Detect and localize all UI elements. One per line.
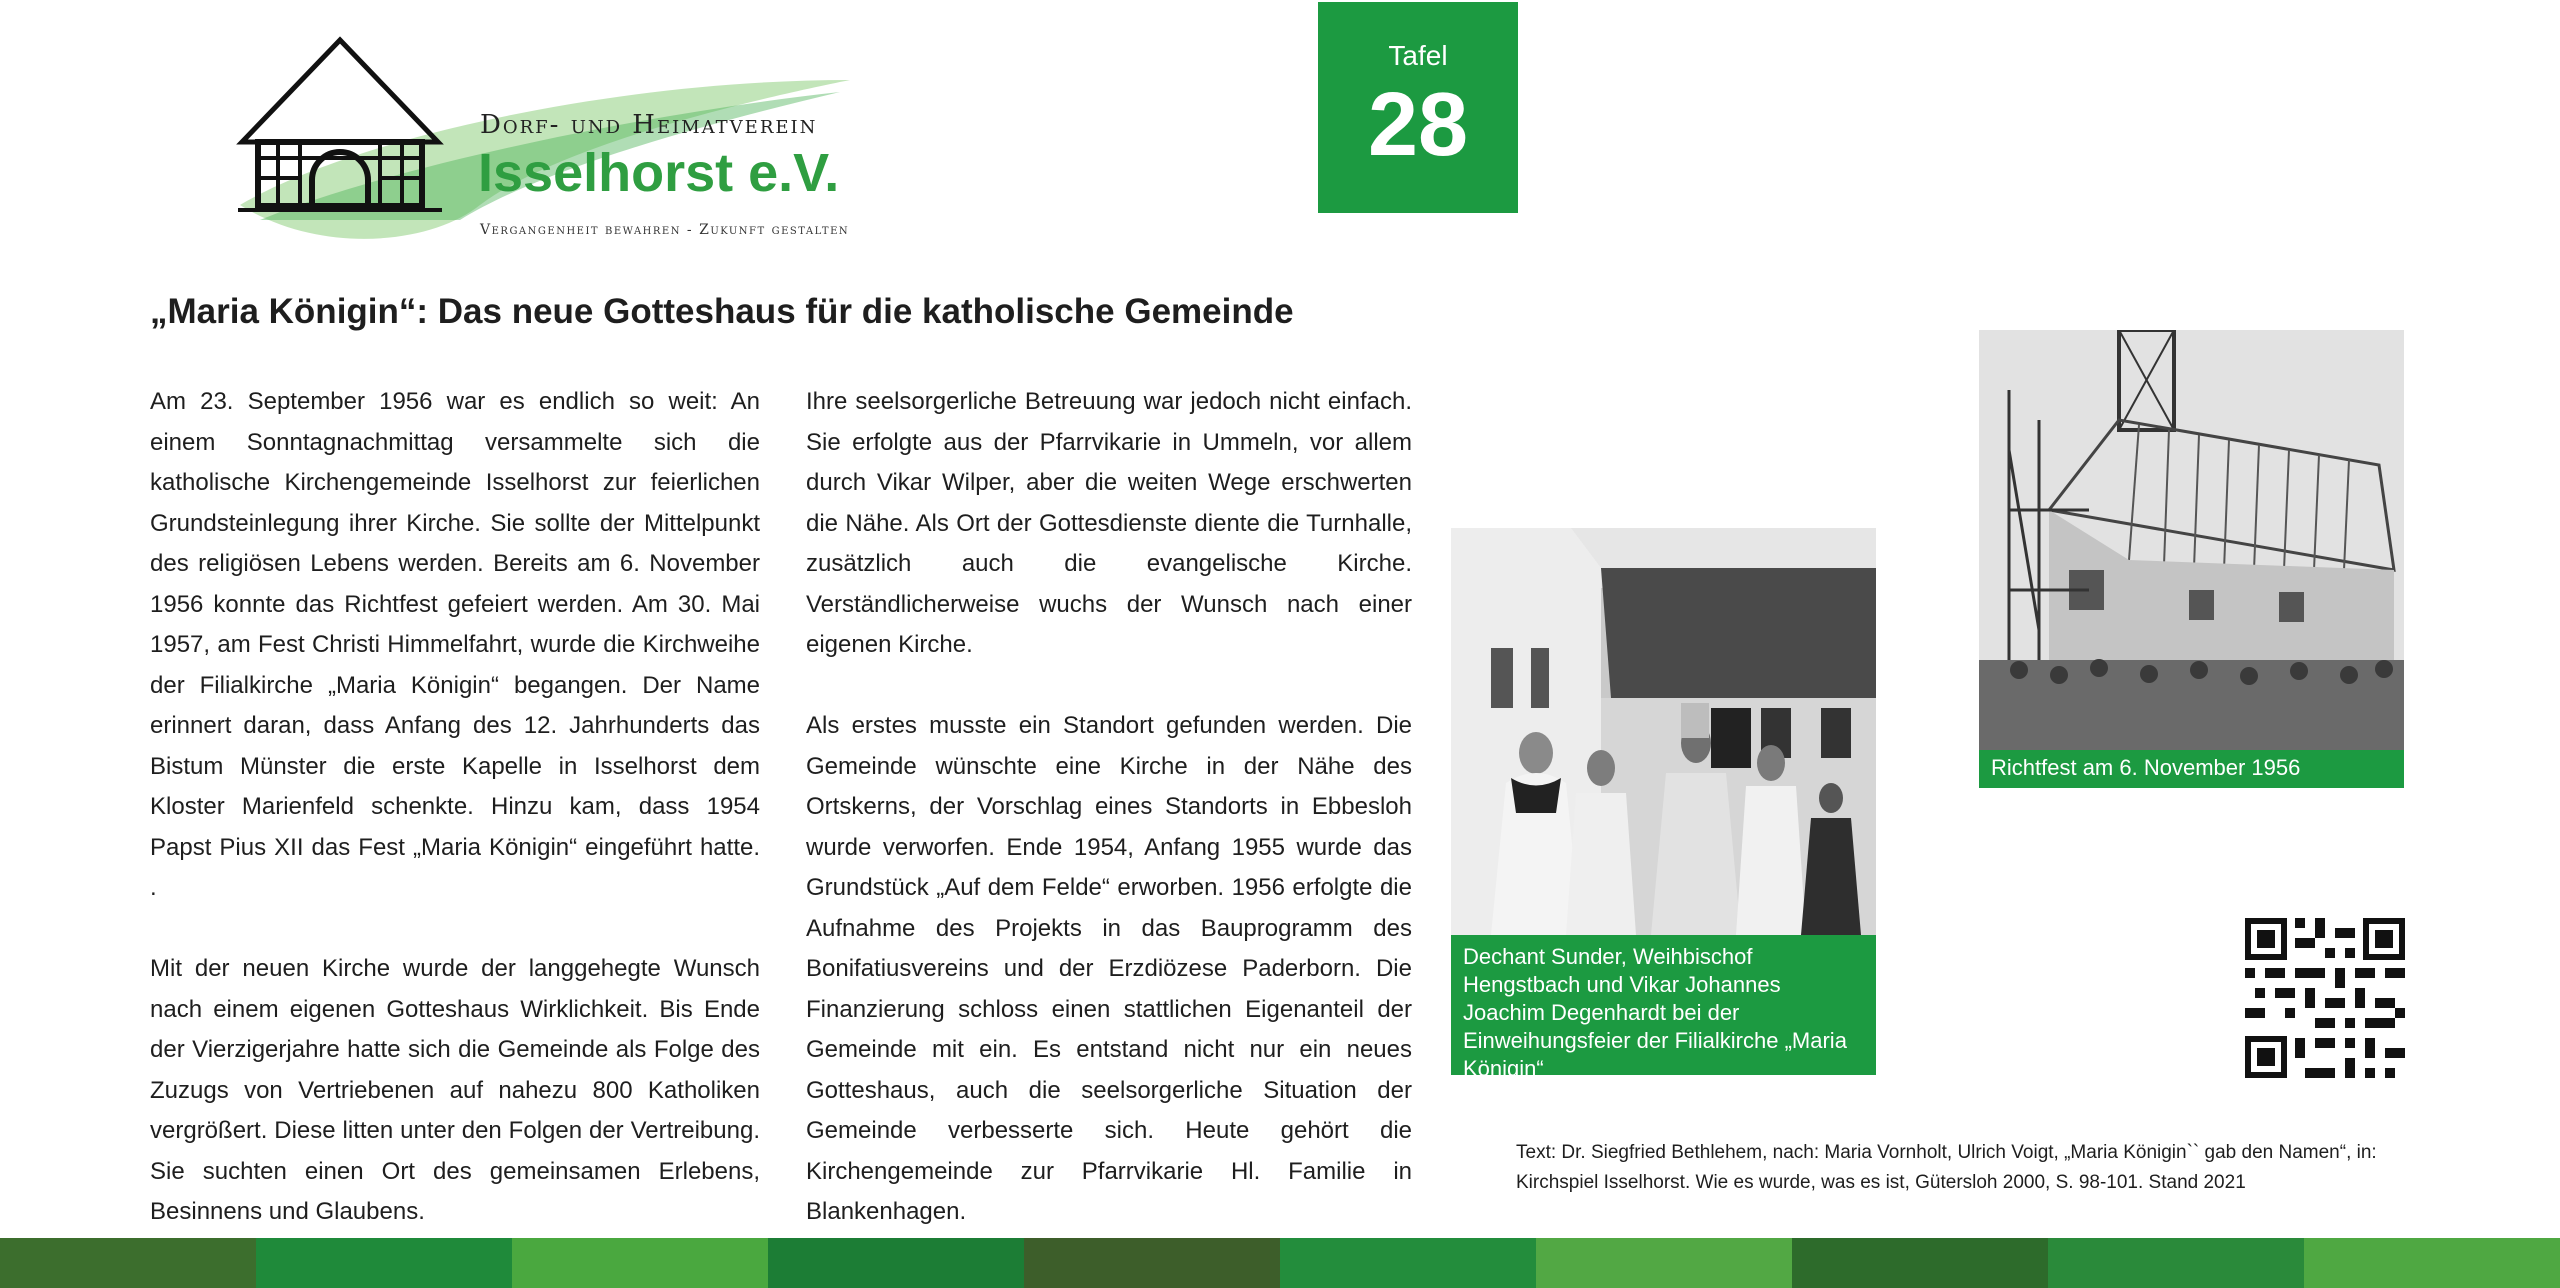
footer-stripe xyxy=(1792,1238,2048,1288)
photo-consecration-caption: Dechant Sunder, Weihbischof Hengstbach und Vikar Johannes Joachim Degenhardt bei der Einweihungsfeier der Filialkirche „Maria Königin“ xyxy=(1451,935,1876,1075)
qr-code-icon[interactable] xyxy=(2245,918,2405,1078)
photo-richtfest-caption: Richtfest am 6. November 1956 xyxy=(1979,750,2404,788)
footer-stripes xyxy=(0,1238,2560,1288)
house-icon xyxy=(230,30,450,220)
logo-motto: Vergangenheit bewahren - Zukunft gestalten xyxy=(480,222,850,238)
footer-stripe xyxy=(512,1238,768,1288)
logo-town-name: Isselhorst e.V. xyxy=(478,143,840,203)
paragraph: Am 23. September 1956 war es endlich so weit: An einem Sonntagnachmittag versammelte sich die katholische Kirchengemeinde Isselhorst zur feierlichen Grundsteinlegung ihrer Kirche. Sie sollte der Mittelpunkt des religiösen Lebens werden. Bereits am 6. November 1956 konnte das Richtfest gefeiert werden. Am 30. Mai 1957, am Fest Christi Himmelfahrt, wurde die Kirchweihe der Filialkirche „Maria Königin“ begangen. Der Name erinnert daran, dass Anfang des 12. Jahrhunderts das Bistum Münster die erste Kapelle in Isselhorst dem Kloster Marienfeld schenkte. Hinzu kam, dass 1954 Papst Pius XII das Fest „Maria Königin“ eingeführt hatte. . xyxy=(150,388,760,901)
footer-stripe xyxy=(1024,1238,1280,1288)
tafel-number: 28 xyxy=(1367,75,1469,175)
footer-stripe xyxy=(256,1238,512,1288)
footer-stripe xyxy=(1536,1238,1792,1288)
page-title: „Maria Königin“: Das neue Gotteshaus für die katholische Gemeinde xyxy=(150,292,1294,331)
footer-stripe xyxy=(768,1238,1024,1288)
footer-stripe xyxy=(0,1238,256,1288)
paragraph: Mit der neuen Kirche wurde der langgehegte Wunsch nach einem eigenen Gotteshaus Wirklichkeit. Bis Ende der Vierzigerjahre hatte sich die Gemeinde als Folge des Zuzugs von Vertriebenen auf nahezu 800 Katholiken vergrößert. Diese litten unter den Folgen der Vertreibung. Sie suchten einen Ort des gemeinsamen Erlebens, Besinnens und Glaubens. xyxy=(150,955,760,1225)
tafel-label: Tafel xyxy=(1388,40,1448,71)
paragraph: Ihre seelsorgerliche Betreuung war jedoch nicht einfach. Sie erfolgte aus der Pfarrvikarie in Ummeln, vor allem durch Vikar Wilper, aber die weiten Wege erschwerten die Nähe. Als Ort der Gottesdienste diente die Turnhalle, zusätzlich auch die evangelische Kirche. Verständlicherweise wuchs der Wunsch nach einer eigenen Kirche. xyxy=(806,388,1412,658)
photo-richtfest xyxy=(1979,330,2404,750)
paragraph: Als erstes musste ein Standort gefunden werden. Die Gemeinde wünschte eine Kirche in der Nähe des Ortskerns, der Vorschlag eines Standorts in Ebbesloh wurde verworfen. Ende 1954, Anfang 1955 wurde das Grundstück „Auf dem Felde“ erworben. 1956 erfolgte die Aufnahme des Projekts in das Bauprogramm des Bonifatiusvereins und der Erzdiözese Paderborn. Die Finanzierung schloss einen stattlichen Eigenanteil der Gemeinde mit ein. Es entstand nicht nur ein neues Gotteshaus, auch die seelsorgerliche Situation der Gemeinde verbesserte sich. Heute gehört die Kirchengemeinde zur Pfarrvikarie Hl. Familie in Blankenhagen. xyxy=(806,712,1412,1225)
text-column-2 xyxy=(806,382,1412,1233)
footer-stripe xyxy=(2304,1238,2560,1288)
logo xyxy=(230,30,930,260)
text-column-1 xyxy=(150,382,760,1233)
source-citation: Text: Dr. Siegfried Bethlehem, nach: Maria Vornholt, Ulrich Voigt, „Maria Königin`` gab den Namen“, in: Kirchspiel Isselhorst. Wie es wurde, was es ist, Gütersloh 2000, S. 98-101. Stand 2021 xyxy=(1516,1142,2377,1193)
logo-association-name: Dorf- und Heimatverein xyxy=(480,110,818,140)
tafel-badge xyxy=(1318,2,1518,213)
footer-stripe xyxy=(1280,1238,1536,1288)
footer-stripe xyxy=(2048,1238,2304,1288)
photo-consecration xyxy=(1451,528,1876,935)
